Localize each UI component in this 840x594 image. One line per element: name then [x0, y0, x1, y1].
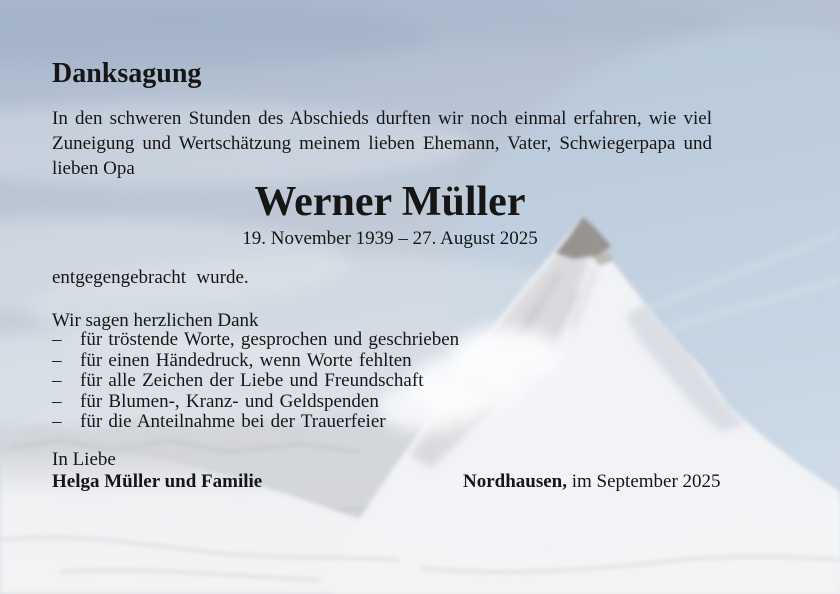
- place-date-line: [463, 471, 721, 493]
- thanks-item: [52, 351, 612, 372]
- date-text: im September 2025: [571, 471, 721, 492]
- intro-continuation: entgegengebracht wurde.: [52, 267, 249, 288]
- thanks-item: [52, 412, 612, 433]
- closing-line: In Liebe: [52, 449, 116, 470]
- dash-bullet: –: [52, 390, 62, 412]
- deceased-name: Werner Müller: [254, 179, 526, 225]
- thanks-item: [52, 330, 612, 351]
- card-title: Danksagung: [52, 58, 202, 89]
- intro-paragraph: In den schweren Stunden des Abschieds durften wir noch einmal erfahren, wie viel Zuneigung und Wertschätzung meinem lieben Ehemann, Vater, Schwiegerpapa und lieben Opa: [52, 108, 712, 179]
- dash-bullet: –: [52, 411, 62, 433]
- thanks-heading: Wir sagen herzlichen Dank: [52, 310, 259, 331]
- life-dates: 19. November 1939 – 27. August 2025: [242, 228, 538, 249]
- thanks-item-text: für Blumen-, Kranz- und Geldspenden: [80, 390, 379, 412]
- thanks-list: [52, 330, 612, 433]
- dash-bullet: –: [52, 370, 62, 392]
- thanks-item-text: für alle Zeichen der Liebe und Freundschaft: [80, 370, 424, 392]
- dash-bullet: –: [52, 329, 62, 350]
- dash-bullet: –: [52, 349, 62, 371]
- thanks-item-text: für einen Händedruck, wenn Worte fehlten: [80, 349, 412, 371]
- thanks-item-text: für die Anteilnahme bei der Trauerfeier: [80, 411, 386, 433]
- thanks-item: [52, 392, 612, 413]
- thanks-item: [52, 371, 612, 392]
- family-signature: Helga Müller und Familie: [52, 471, 263, 492]
- thanks-item-text: für tröstende Worte, gesprochen und geschrieben: [80, 329, 460, 350]
- place-name: Nordhausen,: [463, 471, 567, 492]
